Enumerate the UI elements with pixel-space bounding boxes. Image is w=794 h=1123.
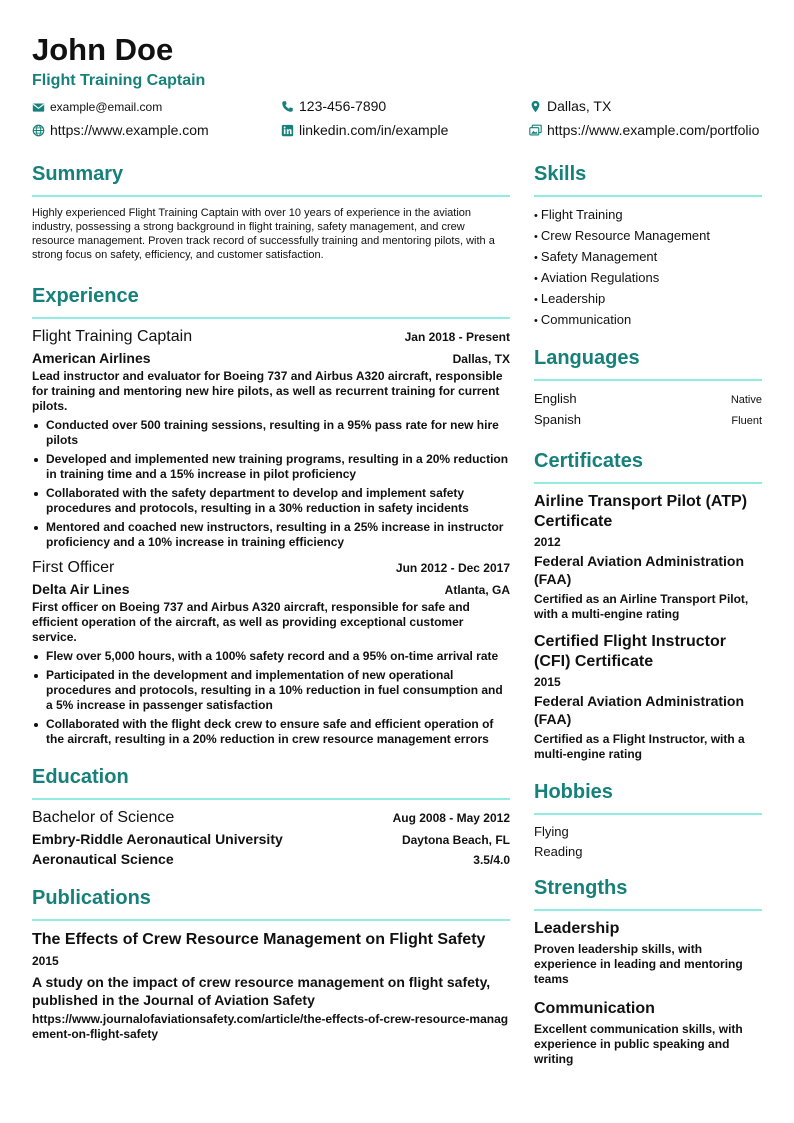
globe-icon (32, 124, 45, 137)
job-location: Atlanta, GA (444, 583, 510, 597)
publication-description: A study on the impact of crew resource management on flight safety, published in the Journal of Aviation Safety (32, 974, 491, 1008)
language-row (534, 389, 762, 410)
achievement-item: Participated in the development and implementation of new operational procedures and protocols, resulting in a 10% reduction in fuel consumption and a 5% increase in passenger satisfaction (32, 668, 510, 713)
language-name: Spanish (534, 412, 581, 427)
job-description: First officer on Boeing 737 and Airbus A320 aircraft, responsible for safe and efficient operation of the aircraft, as well as providing exceptional customer service. (32, 600, 470, 644)
strength-description: Excellent communication skills, with experience in public speaking and writing (534, 1022, 743, 1066)
right-column (534, 162, 762, 1067)
contact-website[interactable] (32, 122, 209, 138)
achievement-item: Conducted over 500 training sessions, resulting in a 95% pass rate for new hire pilots (32, 418, 510, 448)
company-name: Delta Air Lines (32, 581, 130, 597)
achievement-item: Collaborated with the flight deck crew to ensure safe and efficient operation of the aircraft, resulting in a 20% reduction in crew resource management errors (32, 717, 510, 747)
languages-section (534, 346, 762, 431)
section-title: Hobbies (534, 780, 762, 815)
skills-section (534, 162, 762, 331)
experience-section (32, 284, 510, 747)
certificate-year: 2015 (534, 675, 561, 689)
experience-entry (32, 559, 510, 747)
contact-email[interactable] (32, 99, 162, 115)
job-date: Jan 2018 - Present (404, 330, 510, 344)
contact-location-text: Dallas, TX (547, 98, 612, 114)
job-title: First Officer (32, 559, 115, 576)
skill-item: • Flight Training (534, 205, 762, 226)
strength-title: Leadership (534, 920, 620, 937)
summary-text: Highly experienced Flight Training Captain with over 10 years of experience in the aviation industry, possessing a strong background in flight training, safety management, and crew resource management. Proven track record of successfully training and mentoring pilots, with a strong focus on safety, efficiency, and customer satisfaction. (32, 207, 495, 261)
skill-item: • Crew Resource Management (534, 226, 762, 247)
section-title: Certificates (534, 449, 762, 484)
achievement-item: Flew over 5,000 hours, with a 100% safety record and a 95% on-time arrival rate (32, 649, 510, 664)
publications-section (32, 886, 510, 1042)
strength-entry (534, 919, 762, 987)
contact-email-text: example@email.com (50, 100, 163, 114)
section-title: Education (32, 765, 510, 800)
contact-linkedin[interactable] (281, 122, 448, 138)
section-title: Publications (32, 886, 510, 921)
hobby-item: Reading (534, 844, 583, 859)
education-date: Aug 2008 - May 2012 (392, 811, 510, 825)
section-title: Experience (32, 284, 510, 319)
job-description: Lead instructor and evaluator for Boeing 737 and Airbus A320 aircraft, responsible for training and mentoring new hire pilots, as well as recurrent training for current pilots. (32, 369, 503, 413)
strength-title: Communication (534, 1000, 655, 1017)
section-title: Skills (534, 162, 762, 197)
portfolio-icon (529, 124, 542, 137)
linkedin-icon (281, 124, 294, 137)
job-location: Dallas, TX (452, 352, 510, 366)
hobbies-section (534, 780, 762, 862)
publication-year: 2015 (32, 954, 59, 968)
company-name: American Airlines (32, 350, 151, 366)
education-section (32, 765, 510, 867)
strength-entry (534, 999, 762, 1067)
contact-phone-text: 123-456-7890 (299, 98, 387, 114)
contact-website-text: https://www.example.com (50, 122, 209, 138)
skill-item: • Leadership (534, 289, 762, 310)
skill-item: • Aviation Regulations (534, 268, 762, 289)
language-name: English (534, 391, 577, 406)
skill-item: • Safety Management (534, 247, 762, 268)
job-title: Flight Training Captain (32, 328, 193, 345)
section-title: Summary (32, 162, 510, 197)
gpa: 3.5/4.0 (473, 853, 510, 867)
contact-portfolio[interactable] (529, 122, 759, 138)
certificate-entry (534, 492, 762, 622)
contact-portfolio-text: https://www.example.com/portfolio (547, 122, 760, 138)
field-of-study: Aeronautical Science (32, 851, 174, 867)
achievement-item: Collaborated with the safety department to develop and implement safety procedures and protocols, resulting in a 30% reduction in safety incidents (32, 486, 510, 516)
section-title: Strengths (534, 876, 762, 911)
phone-icon (281, 100, 294, 113)
skill-list (534, 205, 762, 331)
achievement-item: Mentored and coached new instructors, resulting in a 25% increase in instructor proficiency and a 10% increase in training efficiency (32, 520, 510, 550)
certificate-entry (534, 632, 762, 762)
hobby-item: Flying (534, 824, 569, 839)
email-icon (32, 101, 45, 114)
certificate-title: Airline Transport Pilot (ATP) Certificate (534, 493, 748, 530)
contact-linkedin-text: linkedin.com/in/example (299, 122, 449, 138)
achievement-list (32, 649, 510, 747)
summary-section (32, 162, 510, 262)
certificates-section (534, 449, 762, 762)
language-level: Native (730, 394, 762, 406)
achievement-item: Developed and implemented new training programs, resulting in a 20% reduction in training time and a 15% increase in pilot proficiency (32, 452, 510, 482)
degree-name: Bachelor of Science (32, 809, 175, 826)
candidate-name: John Doe (32, 32, 174, 67)
certificate-title: Certified Flight Instructor (CFI) Certificate (534, 633, 726, 670)
certificate-year: 2012 (534, 535, 561, 549)
publication-link[interactable]: https://www.journalofaviationsafety.com/article/the-effects-of-crew-resource-management-on-flight-safety (32, 1012, 509, 1041)
strength-description: Proven leadership skills, with experience in leading and mentoring teams (534, 942, 743, 986)
certificate-issuer: Federal Aviation Administration (FAA) (534, 693, 745, 727)
contact-location (529, 98, 611, 114)
achievement-list (32, 418, 510, 550)
skill-item: • Communication (534, 310, 762, 331)
school-location: Daytona Beach, FL (401, 833, 510, 847)
certificate-issuer: Federal Aviation Administration (FAA) (534, 553, 745, 587)
certificate-description: Certified as an Airline Transport Pilot, with a multi-engine rating (534, 592, 749, 621)
language-row (534, 410, 762, 431)
section-title: Languages (534, 346, 762, 381)
location-pin-icon (529, 100, 542, 113)
experience-entry (32, 328, 510, 550)
publication-title: The Effects of Crew Resource Management on Flight Safety (32, 931, 486, 948)
school-name: Embry-Riddle Aeronautical University (32, 831, 283, 847)
contact-phone[interactable] (281, 98, 386, 114)
language-level: Fluent (731, 415, 762, 427)
left-column (32, 162, 510, 1042)
job-date: Jun 2012 - Dec 2017 (395, 561, 510, 575)
certificate-description: Certified as a Flight Instructor, with a multi-engine rating (534, 732, 745, 761)
strengths-section (534, 876, 762, 1067)
candidate-role: Flight Training Captain (32, 72, 206, 89)
